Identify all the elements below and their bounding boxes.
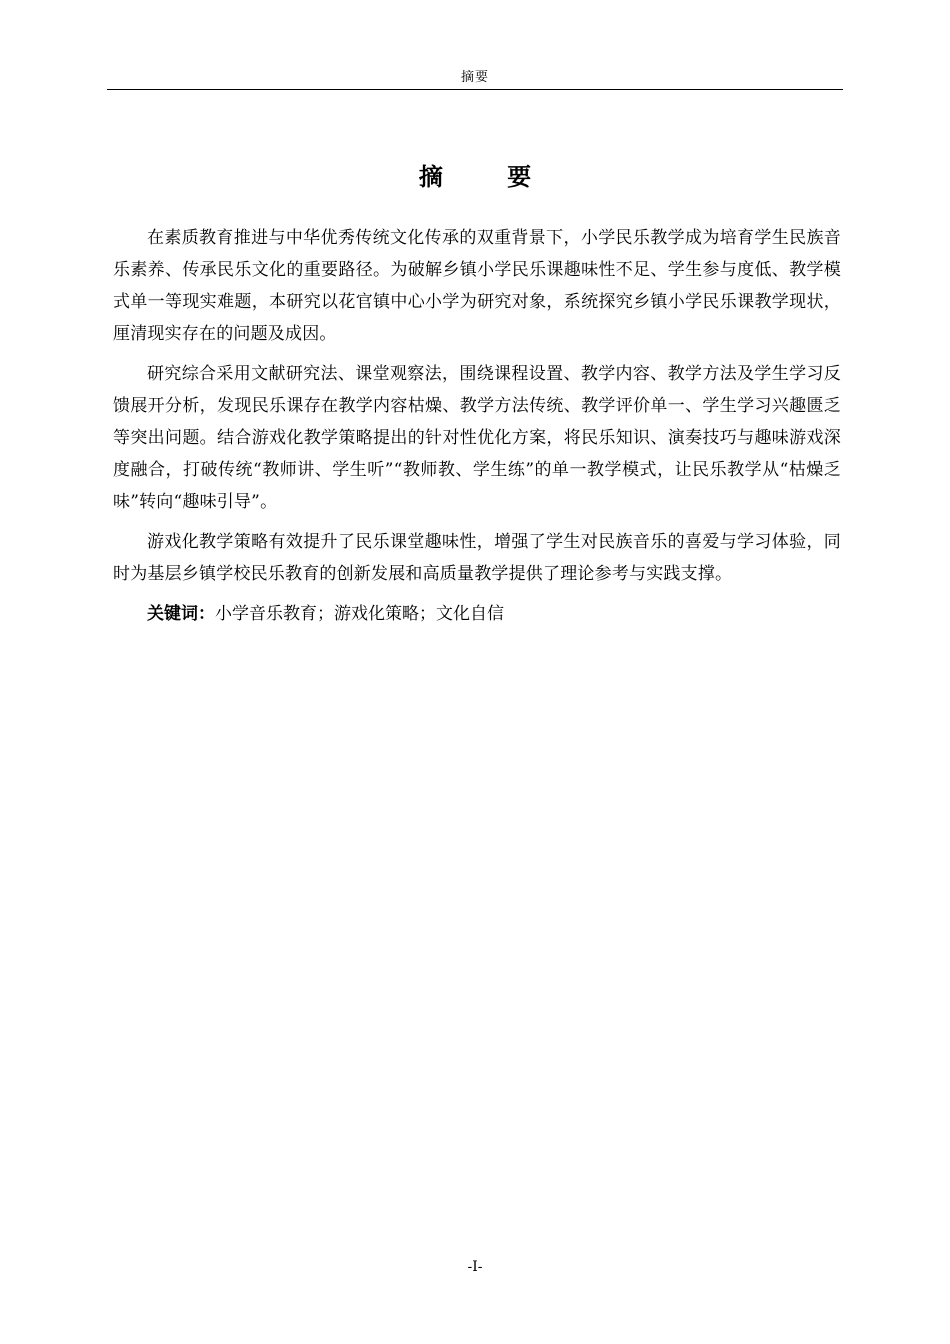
keywords-label: 关键词： <box>147 604 215 624</box>
abstract-paragraph-2: 研究综合采用文献研究法、课堂观察法，围绕课程设置、教学内容、教学方法及学生学习反馈展开分析，发现民乐课存在教学内容枯燥、教学方法传统、教学评价单一、学生学习兴趣匮乏等突出问题。结合游戏化教学策略提出的针对性优化方案，将民乐知识、演奏技巧与趣味游戏深度融合，打破传统“教师讲、学生听”“教师教、学生练”的单一教学模式，让民乐教学从“枯燥乏味”转向“趣味引导”。 <box>113 364 841 512</box>
keywords-text: 小学音乐教育；游戏化策略；文化自信 <box>215 604 504 624</box>
abstract-body <box>113 222 841 630</box>
abstract-paragraph-1: 在素质教育推进与中华优秀传统文化传承的双重背景下，小学民乐教学成为培育学生民族音乐素养、传承民乐文化的重要路径。为破解乡镇小学民乐课趣味性不足、学生参与度低、教学模式单一等现实难题，本研究以花官镇中心小学为研究对象，系统探究乡镇小学民乐课教学现状，厘清现实存在的问题及成因。 <box>113 228 841 344</box>
keywords-line <box>113 598 841 630</box>
page-number: -I- <box>467 1259 483 1275</box>
abstract-title: 摘 要 <box>418 163 560 191</box>
header-rule <box>107 89 843 90</box>
running-header: 摘要 <box>460 70 489 85</box>
abstract-paragraph-3: 游戏化教学策略有效提升了民乐课堂趣味性，增强了学生对民族音乐的喜爱与学习体验，同时为基层乡镇学校民乐教育的创新发展和高质量教学提供了理论参考与实践支撑。 <box>113 532 841 584</box>
